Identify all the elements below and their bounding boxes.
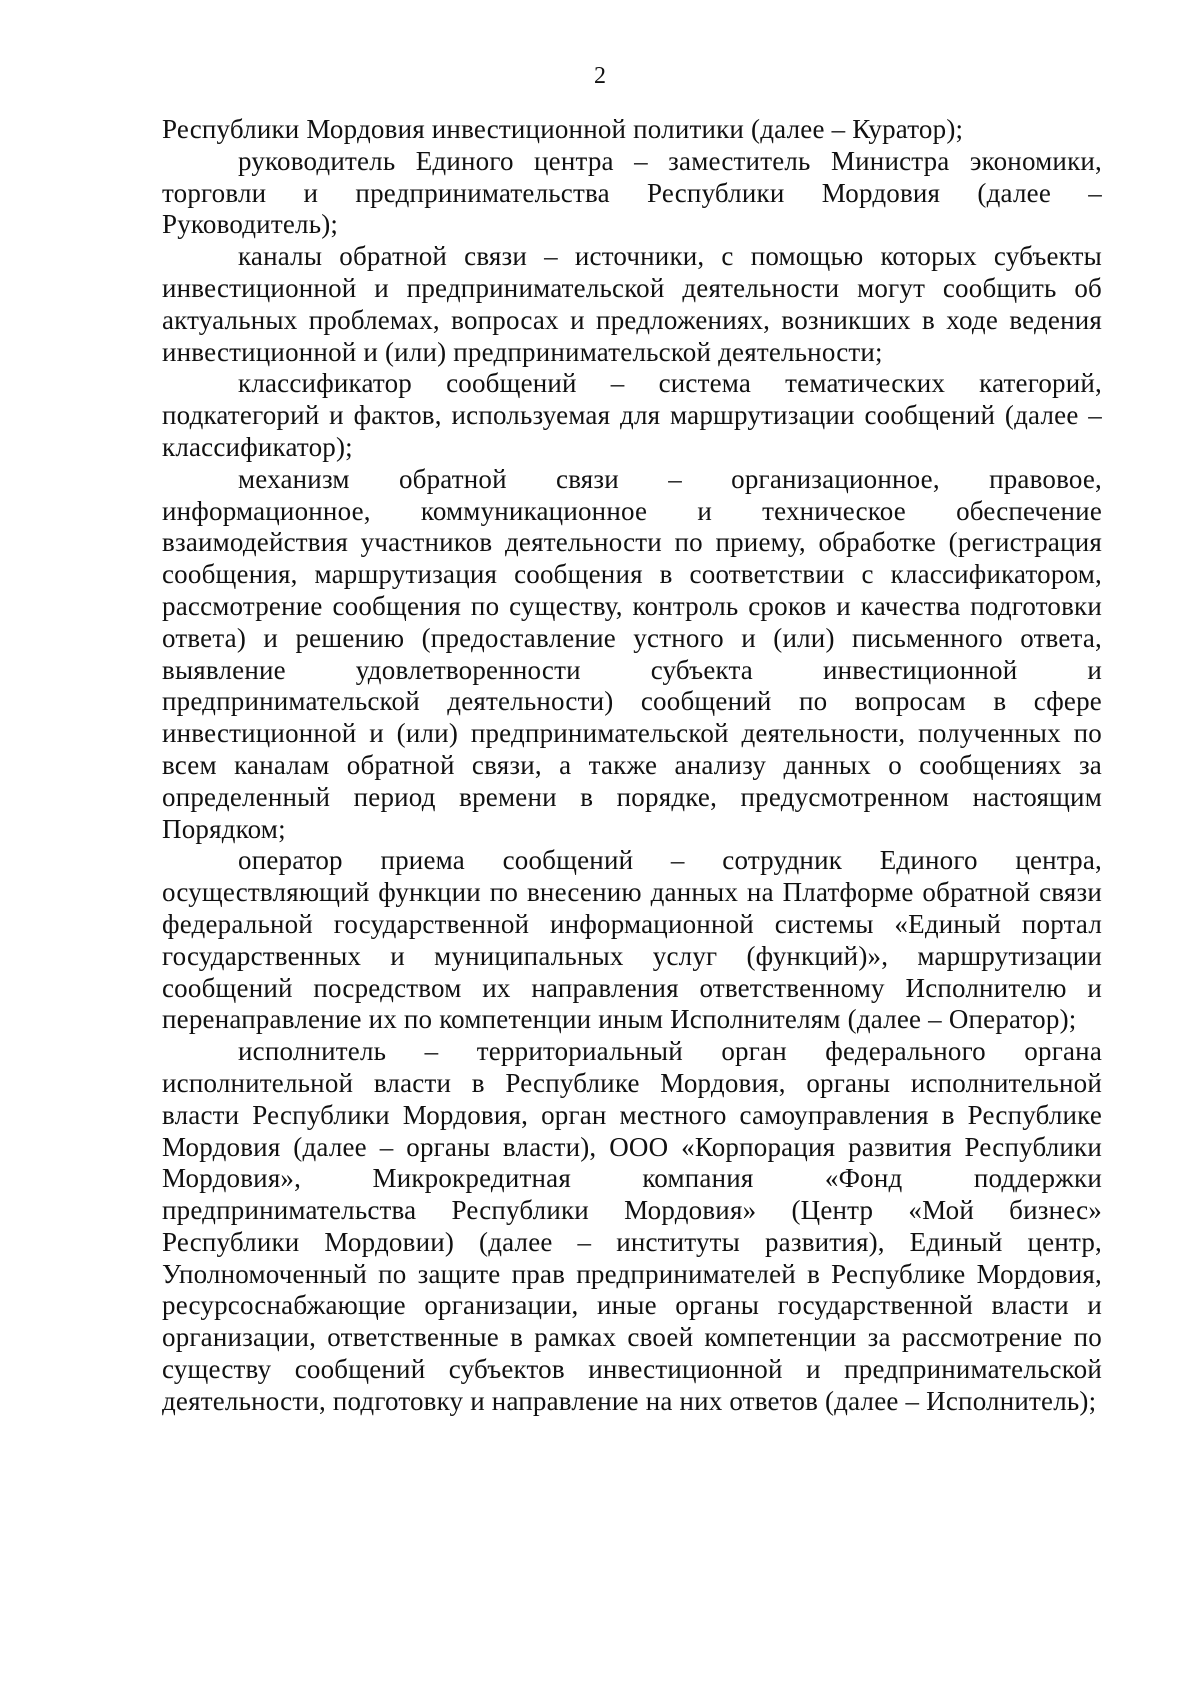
paragraph-feedback-mechanism-definition: механизм обратной связи – организационное, правовое, информационное, коммуникационное и техническое обеспечение взаимодействия участников деятельности по приему, обработке (регистрация сообщения, маршрутизация сообщения в соответствии с классификатором, рассмотрение сообщения по существу, контроль сроков и качества подготовки ответа) и решению (предоставление устного и (или) письменного ответа, выявление удовлетворенности субъекта инвестиционной и предпринимательской деятельности) сообщений по вопросам в сфере инвестиционной и (или) предпринимательской деятельности, полученных по всем каналам обратной связи, а также анализу данных о сообщениях за определенный период времени в порядке, предусмотренном настоящим Порядком; xyxy=(162,463,1102,844)
document-body xyxy=(162,114,1102,1418)
paragraph-feedback-channels-definition: каналы обратной связи – источники, с помощью которых субъекты инвестиционной и предпринимательской деятельности могут сообщить об актуальных проблемах, вопросах и предложениях, возникших в ходе ведения инвестиционной и (или) предпринимательской деятельности; xyxy=(162,241,1102,367)
page-number: 2 xyxy=(594,63,606,89)
paragraph-operator-definition: оператор приема сообщений – сотрудник Единого центра, осуществляющий функции по внесению данных на Платформе обратной связи федеральной государственной информационной системы «Единый портал государственных и муниципальных услуг (функций)», маршрутизации сообщений посредством их направления ответственному Исполнителю и перенаправление их по компетенции иным Исполнителям (далее – Оператор); xyxy=(162,845,1102,1035)
paragraph-head-definition: руководитель Единого центра – заместитель Министра экономики, торговли и предпринимательства Республики Мордовия (далее – Руководитель); xyxy=(162,145,1102,240)
paragraph-executor-definition: исполнитель – территориальный орган федерального органа исполнительной власти в Республике Мордовия, органы исполнительной власти Республики Мордовия, орган местного самоуправления в Республике Мордовия (далее – органы власти), ООО «Корпорация развития Республики Мордовия», Микрокредитная компания «Фонд поддержки предпринимательства Республики Мордовия» (Центр «Мой бизнес» Республики Мордовии) (далее – институты развития), Единый центр, Уполномоченный по защите прав предпринимателей в Республике Мордовия, ресурсоснабжающие организации, иные органы государственной власти и организации, ответственные в рамках своей компетенции за рассмотрение по существу сообщений субъектов инвестиционной и предпринимательской деятельности, подготовку и направление на них ответов (далее – Исполнитель); xyxy=(162,1036,1102,1416)
paragraph-curator: Республики Мордовия инвестиционной политики (далее – Куратор); xyxy=(162,114,964,144)
paragraph-classifier-definition: классификатор сообщений – система тематических категорий, подкатегорий и фактов, используемая для маршрутизации сообщений (далее – классификатор); xyxy=(162,368,1102,462)
